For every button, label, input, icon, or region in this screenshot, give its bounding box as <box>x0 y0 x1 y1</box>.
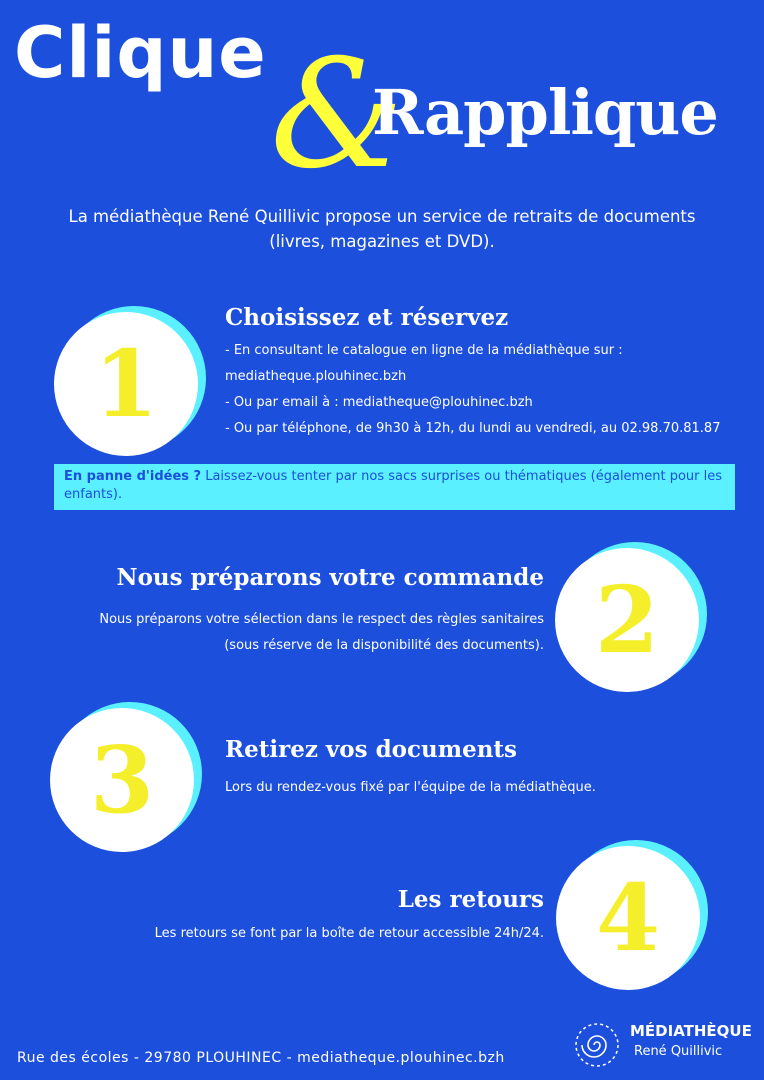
step-2-line: Nous préparons votre sélection dans le respect des règles sanitaires <box>99 612 544 627</box>
step-1-line: - Ou par email à : mediatheque@plouhinec.bzh <box>225 395 533 410</box>
step-2-body <box>99 607 544 659</box>
title-clique: Clique <box>14 12 267 94</box>
step-1-line: - En consultant le catalogue en ligne de la médiathèque sur : <box>225 343 623 358</box>
step-2-title: Nous préparons votre commande <box>116 564 544 591</box>
logo-name: MÉDIATHÈQUE <box>630 1022 752 1040</box>
intro-text: La médiathèque René Quillivic propose un service de retraits de documents (livres, magazines et DVD). <box>68 207 696 251</box>
step-3-body <box>225 775 596 801</box>
step-2-circle <box>555 548 707 700</box>
step-1-line: mediatheque.plouhinec.bzh <box>225 369 407 384</box>
step-4-title: Les retours <box>397 886 544 913</box>
step-2-line: (sous réserve de la disponibilité des documents). <box>224 638 544 653</box>
tip-text: Laissez-vous tenter par nos sacs surprises ou thématiques (également pour les enfants). <box>64 469 722 502</box>
step-2-number: 2 <box>594 566 659 674</box>
step-4-line: Les retours se font par la boîte de retour accessible 24h/24. <box>154 926 544 941</box>
step-1-title: Choisissez et réservez <box>225 304 509 331</box>
step-3-number: 3 <box>89 726 154 834</box>
step-1-circle <box>54 312 206 464</box>
tip-lead: En panne d'idées ? <box>64 469 202 484</box>
logo-subtitle: René Quillivic <box>634 1044 723 1059</box>
step-1-number: 1 <box>93 330 158 438</box>
step-4-circle <box>556 846 708 998</box>
tip-box <box>54 464 735 510</box>
step-4-number: 4 <box>595 864 660 972</box>
footer-address: Rue des écoles - 29780 PLOUHINEC - mediatheque.plouhinec.bzh <box>17 1050 505 1066</box>
step-3-line: Lors du rendez-vous fixé par l'équipe de la médiathèque. <box>225 780 596 795</box>
step-1-body <box>225 338 720 442</box>
title-ampersand: & <box>270 28 404 202</box>
step-1-line: - Ou par téléphone, de 9h30 à 12h, du lundi au vendredi, au 02.98.70.81.87 <box>225 421 721 436</box>
step-3-title: Retirez vos documents <box>225 736 518 763</box>
title-rapplique: Rapplique <box>372 76 718 149</box>
step-3-circle <box>50 708 202 860</box>
step-4-body <box>155 921 544 947</box>
logo <box>572 1020 752 1070</box>
logo-spiral-icon <box>572 1020 622 1070</box>
